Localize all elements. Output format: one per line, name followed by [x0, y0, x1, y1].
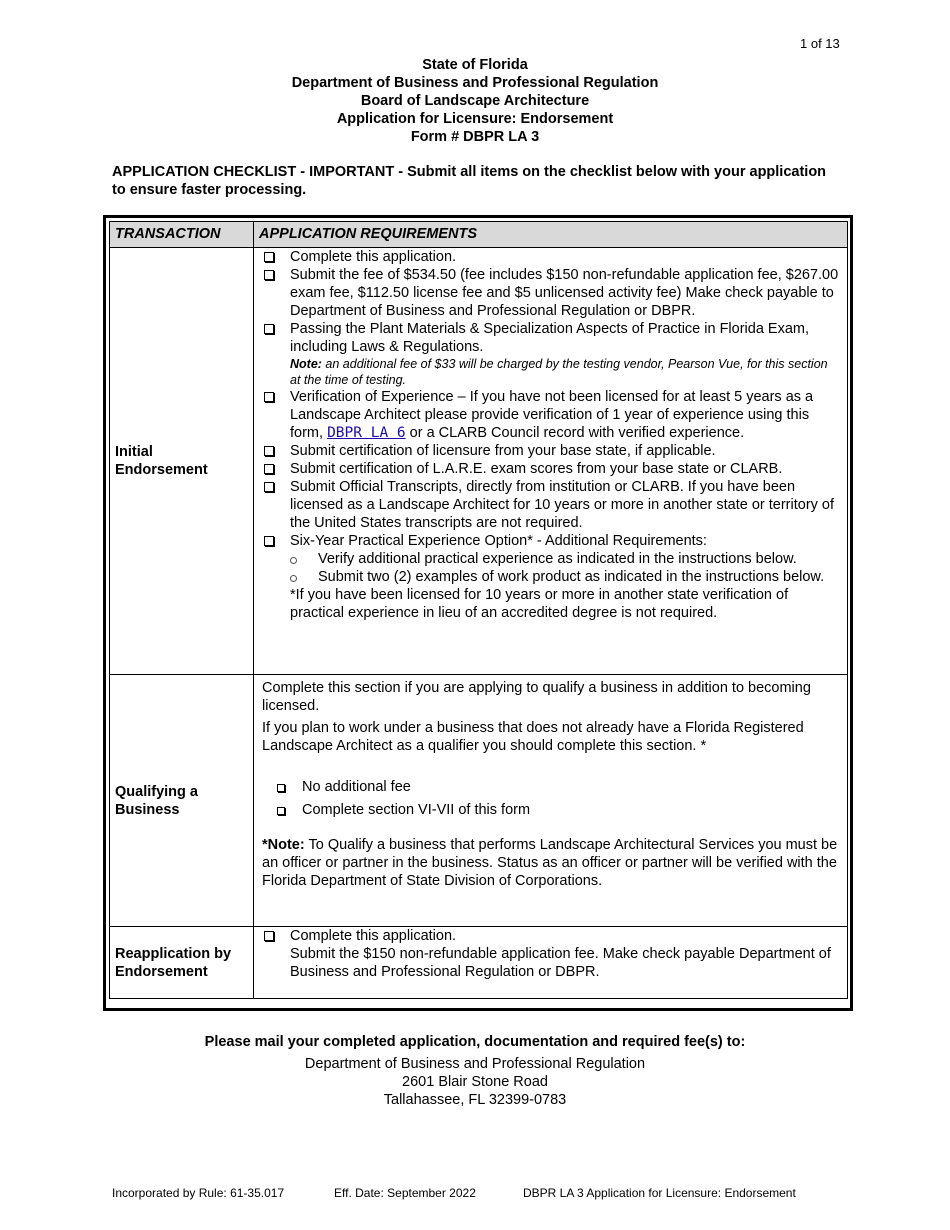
mailing-instructions: [0, 1033, 950, 1109]
list-item: [262, 320, 841, 388]
mailing-department: Department of Business and Professional Regulation: [304, 1056, 646, 1072]
testing-fee-note: [290, 356, 841, 388]
note-label: *Note:: [262, 837, 305, 853]
footer-form-title: DBPR LA 3 Application for Licensure: Endorsement: [523, 1186, 796, 1200]
item-text: Complete this application.: [290, 249, 457, 265]
item-text: Submit the fee of $534.50 (fee includes $150 non-refundable application fee, $267.00 exam fee, $112.50 license fee and $5 unlicensed activity fee) Make check payable to Department of Business and Professional Regulation or DBPR.: [290, 267, 839, 319]
checkbox-icon[interactable]: [264, 482, 274, 492]
table-header-row: [110, 222, 848, 248]
item-text: Complete this application.: [290, 928, 457, 944]
reapplication-requirements: [254, 927, 848, 999]
note-text: an additional fee of $33 will be charged by the testing vendor, Pearson Vue, for this section at the time of testing.: [290, 357, 828, 387]
sub-list: [290, 550, 841, 586]
checkbox-icon[interactable]: [264, 464, 274, 474]
item-text: or a CLARB Council record with verified experience.: [405, 425, 745, 441]
qualifying-business-label: [110, 675, 254, 927]
qualifying-business-requirements: [254, 675, 848, 927]
list-item: [262, 388, 841, 442]
label-line: Qualifying a: [115, 783, 198, 800]
checkbox-icon[interactable]: [264, 931, 274, 941]
initial-endorsement-row: [110, 248, 848, 675]
circle-bullet-icon: [290, 575, 297, 582]
label-line: Endorsement: [115, 963, 208, 980]
list-item: [262, 927, 841, 981]
header-department: Department of Business and Professional Regulation: [291, 75, 659, 91]
qualifying-business-content: [254, 675, 847, 890]
item-text: Verification of Experience – If you have not been licensed for at least 5 years as a Landscape Architect please provide verification of 1 year of experience using this form,: [290, 389, 814, 441]
checkbox-icon[interactable]: [277, 784, 285, 792]
item-text: Verify additional practical experience as indicated in the instructions below.: [318, 551, 797, 567]
item-text: No additional fee: [302, 779, 411, 795]
checkbox-icon[interactable]: [264, 446, 274, 456]
footer-rule: Incorporated by Rule: 61-35.017: [112, 1186, 285, 1200]
initial-endorsement-requirements: [254, 248, 848, 675]
header-form-number: Form # DBPR LA 3: [410, 129, 540, 145]
label-line: Endorsement: [115, 462, 208, 478]
qualifying-intro: Complete this section if you are applying to qualify a business in addition to becoming licensed.: [262, 680, 811, 714]
checkbox-icon[interactable]: [277, 807, 285, 815]
item-text: Submit the $150 non-refundable application fee. Make check payable Department of Business and Professional Regulation or DBPR.: [290, 946, 831, 980]
header-application-title: Application for Licensure: Endorsement: [336, 111, 614, 127]
list-item: [262, 266, 841, 320]
reapplication-row: [110, 927, 848, 999]
checklist: [254, 927, 847, 981]
list-item: [262, 478, 841, 532]
requirements-table-frame: [103, 215, 853, 1011]
qualifying-checklist: [262, 778, 839, 824]
licensed-ten-years-footnote: *If you have been licensed for 10 years or more in another state verification of practical experience in lieu of an accredited degree is not required.: [290, 587, 789, 621]
list-item: [262, 801, 839, 824]
dbpr-la6-link[interactable]: DBPR LA 6: [327, 425, 406, 441]
requirements-header: APPLICATION REQUIREMENTS: [254, 222, 848, 248]
item-text: Submit two (2) examples of work product as indicated in the instructions below.: [318, 569, 825, 585]
checkbox-icon[interactable]: [264, 324, 274, 334]
label-line: Business: [115, 801, 180, 818]
page-number: 1 of 13: [800, 36, 840, 51]
checklist-intro: APPLICATION CHECKLIST - IMPORTANT - Submit all items on the checklist below with your application to ensure faster processing.: [112, 164, 827, 198]
checkbox-icon[interactable]: [264, 252, 274, 262]
checkbox-icon[interactable]: [264, 270, 274, 280]
item-text: Passing the Plant Materials & Specialization Aspects of Practice in Florida Exam, including Laws & Regulations.: [290, 321, 810, 355]
item-text: Submit Official Transcripts, directly from institution or CLARB. If you have been licensed as a Landscape Architect for 10 years or more in another state or territory of the United States transcripts are not required.: [290, 479, 835, 531]
sub-list-item: [290, 550, 841, 568]
mailing-street: 2601 Blair Stone Road: [402, 1074, 548, 1090]
item-text: Submit certification of licensure from your base state, if applicable.: [290, 443, 716, 459]
mailing-heading: Please mail your completed application, documentation and required fee(s) to:: [204, 1034, 746, 1050]
item-text: Six-Year Practical Experience Option* - Additional Requirements:: [290, 533, 707, 549]
checkbox-icon[interactable]: [264, 392, 274, 402]
note-label: Note:: [290, 357, 322, 371]
list-item: [262, 248, 841, 266]
label-line: Initial: [115, 444, 153, 460]
list-item: [262, 442, 841, 460]
header-state: State of Florida: [422, 57, 528, 73]
checklist: [254, 248, 847, 622]
qualifying-instruction: If you plan to work under a business that does not already have a Florida Registered Landscape Architect as a qualifier you should complete this section. *: [262, 720, 804, 754]
circle-bullet-icon: [290, 557, 297, 564]
document-header: [0, 56, 950, 146]
item-text: Submit certification of L.A.R.E. exam scores from your base state or CLARB.: [290, 461, 783, 477]
initial-endorsement-label: [110, 248, 254, 675]
footer-effective-date: Eff. Date: September 2022: [334, 1186, 476, 1200]
reapplication-label: [110, 927, 254, 999]
checkbox-icon[interactable]: [264, 536, 274, 546]
item-text: Complete section VI-VII of this form: [302, 802, 531, 818]
sub-list-item: [290, 568, 841, 586]
requirements-table: [109, 221, 848, 999]
label-line: Reapplication by: [115, 945, 232, 962]
qualifying-business-row: [110, 675, 848, 927]
header-board: Board of Landscape Architecture: [360, 93, 590, 109]
list-item: [262, 460, 841, 478]
transaction-header: TRANSACTION: [110, 222, 254, 248]
mailing-city: Tallahassee, FL 32399-0783: [383, 1092, 567, 1108]
qualifying-note: [262, 836, 839, 890]
list-item: [262, 532, 841, 622]
list-item: [262, 778, 839, 801]
note-text: To Qualify a business that performs Landscape Architectural Services you must be an officer or partner in the business. Status as an officer or partner will be verified with the Florida Department of State Division of Corporations.: [262, 837, 838, 889]
